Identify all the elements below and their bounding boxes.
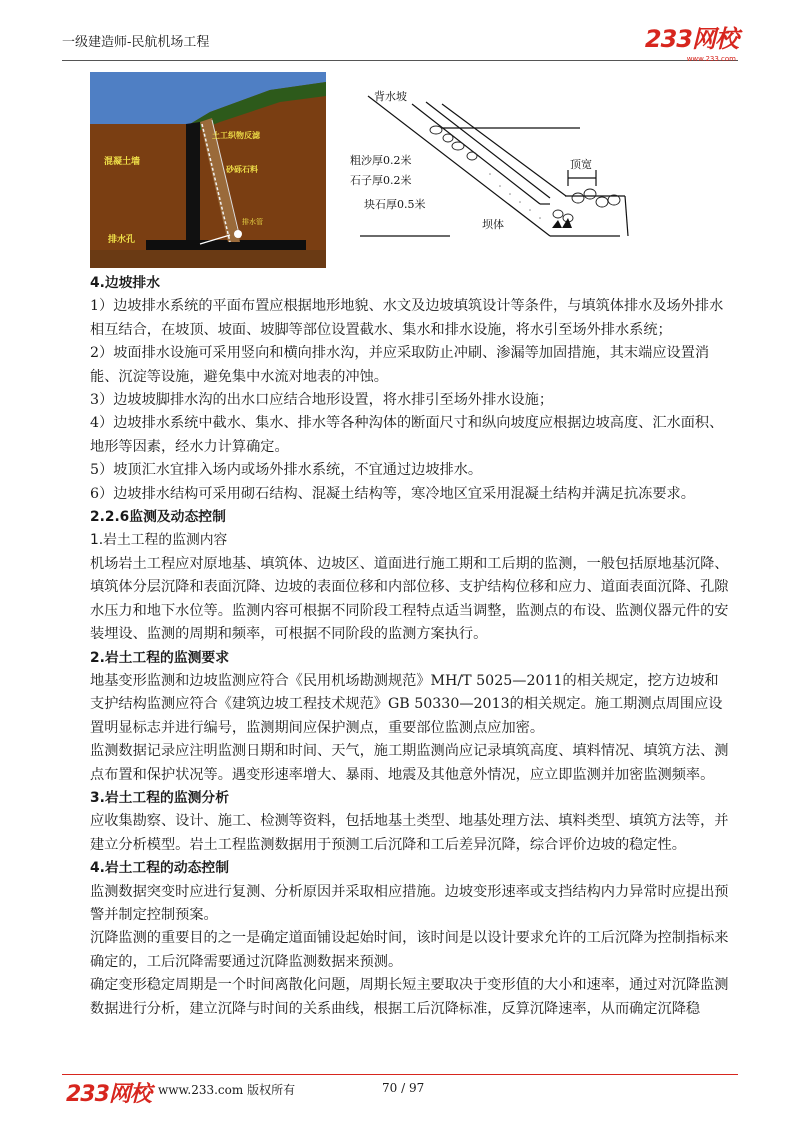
label-geotextile: 土工织物反滤	[212, 130, 260, 140]
section-heading: 4.岩土工程的动态控制	[90, 860, 230, 877]
section-heading: 3.岩土工程的监测分析	[90, 789, 230, 806]
section-heading: 2.岩土工程的监测要求	[90, 649, 230, 666]
body-paragraph: 地基变形监测和边坡监测应符合《民用机场勘测规范》MH/T 5025—2011的相关规定，挖方边坡和支护结构监测应符合《建筑边坡工程技术规范》GB 50330—2013的相关规定。施工期测点周围应设置明显标志并进行编号，监测期间应保护测点，重要部位监测点应加密。	[90, 672, 723, 736]
section-heading: 4.边坡排水	[90, 275, 161, 291]
label-drainpipe: 排水管	[242, 218, 263, 226]
body-paragraph: 监测数据突变时应进行复测、分析原因并采取相应措施。边坡变形速率或支挡结构内力异常时应提出预警并制定控制预案。	[90, 883, 729, 923]
label-wall: 混凝土墙	[104, 157, 141, 167]
section-heading: 2.2.6监测及动态控制	[90, 509, 226, 526]
body-paragraph: 确定变形稳定周期是一个时间离散化问题，周期长短主要取决于变形值的大小和速率，通过对沉降监测数据进行分析，建立沉降与时间的关系曲线，根据工后沉降标准，反算沉降速率，从而确定沉降稳	[90, 977, 729, 1017]
body-paragraph: 3）边坡坡脚排水沟的出水口应结合地形设置，将水排引至场外排水设施；	[90, 392, 554, 409]
page-header	[62, 22, 738, 61]
body-paragraph: 6）边坡排水结构可采用砌石结构、混凝土结构等，寒冷地区宜采用混凝土结构并满足抗冻要求。	[90, 485, 695, 502]
dam-drain-figure	[350, 86, 640, 256]
footer-site: www.233.com 版权所有	[158, 1083, 296, 1097]
body-paragraph: 5）坡顶汇水宜排入场内或场外排水系统，不宜通过边坡排水。	[90, 462, 483, 479]
page-number: 70 / 97	[382, 1081, 425, 1095]
section-heading: 1.岩土工程的监测内容	[90, 532, 228, 549]
label-sand: 粗沙厚0.2米	[350, 154, 412, 167]
header-title: 一级建造师-民航机场工程	[62, 35, 210, 50]
page-footer	[62, 1074, 738, 1107]
brand-logo-text: 233网校	[644, 25, 738, 53]
body-paragraph: 1）边坡排水系统的平面布置应根据地形地貌、水文及边坡填筑设计等条件，与填筑体排水及场外排水相互结合，在坡顶、坡面、坡脚等部位设置截水、集水和排水设施，将水引至场外排水系统；	[90, 298, 724, 338]
brand-logo[interactable]	[644, 19, 738, 63]
body-paragraph: 机场岩土工程应对原地基、填筑体、边坡区、道面进行施工期和工后期的监测，一般包括原地基沉降、填筑体分层沉降和表面沉降、边坡的表面位移和内部位移、支护结构位移和应力、道面表面沉降、孔隙水压力和地下水位等。监测内容可根据不同阶段工程特点适当调整，监测点的布设、监测仪器元件的安装埋设、监测的周期和频率，可根据不同阶段的监测方案执行。	[90, 555, 729, 643]
body-paragraph: 监测数据记录应注明监测日期和时间、天气，施工期监测尚应记录填筑高度、填料情况、填筑方法、测点布置和保护状况等。遇变形速率增大、暴雨、地震及其他意外情况，应立即监测并加密监测频率。	[90, 743, 729, 783]
document-body	[90, 272, 730, 1021]
label-dam: 坝体	[482, 218, 504, 231]
body-paragraph: 沉降监测的重要目的之一是确定道面铺设起始时间，该时间是以设计要求允许的工后沉降为控制指标来确定的，工后沉降需要通过沉降监测数据来预测。	[90, 930, 729, 970]
body-paragraph: 2）坡面排水设施可采用竖向和横向排水沟，并应采取防止冲刷、渗漏等加固措施，其末端应设置消能、沉淀等设施，避免集中水流对地表的冲蚀。	[90, 345, 710, 385]
label-pebble: 石子厚0.2米	[350, 174, 412, 187]
label-drainhole: 排水孔	[108, 235, 136, 245]
label-backslope: 背水坡	[374, 90, 407, 103]
retaining-wall-figure	[90, 72, 326, 268]
label-width: 顶宽	[570, 158, 592, 171]
label-gravel: 砂砾石料	[226, 164, 258, 174]
label-rock: 块石厚0.5米	[364, 198, 426, 211]
body-paragraph: 应收集勘察、设计、施工、检测等资料，包括地基土类型、地基处理方法、填料类型、填筑方法等，并建立分析模型。岩土工程监测数据用于预测工后沉降和工后差异沉降，综合评价边坡的稳定性。	[90, 813, 729, 853]
footer-logo[interactable]: 233网校	[66, 1082, 151, 1107]
body-paragraph: 4）边坡排水系统中截水、集水、排水等各种沟体的断面尺寸和纵向坡度应根据边坡高度、汇水面积、地形等因素，经水力计算确定。	[90, 415, 724, 455]
brand-logo-sub: www.233.com	[686, 55, 736, 63]
